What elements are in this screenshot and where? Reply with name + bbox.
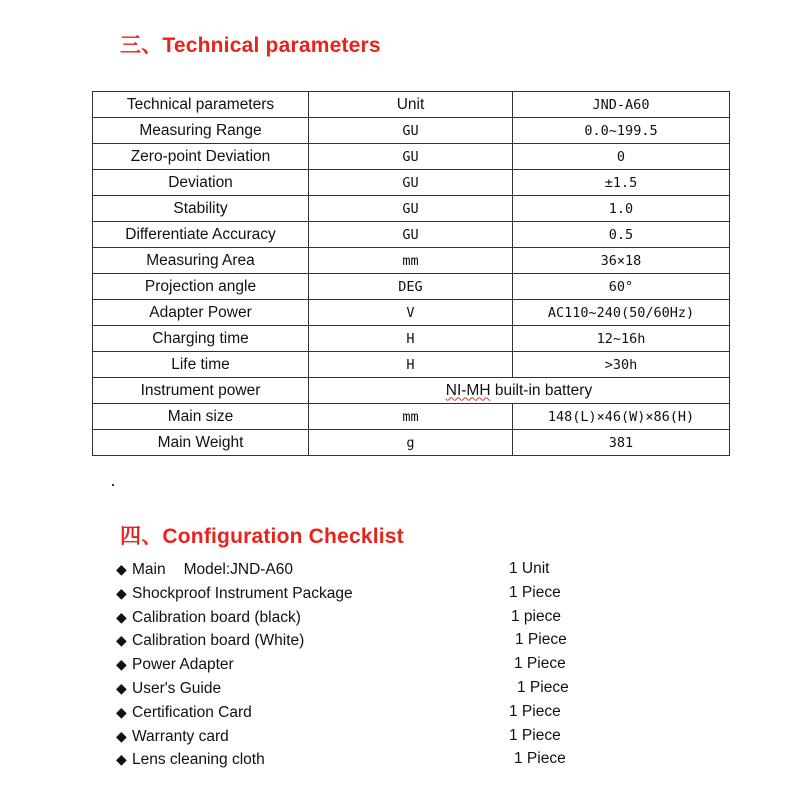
list-item: [116, 748, 566, 772]
param-name: Projection angle: [93, 274, 309, 300]
diamond-bullet-icon: ◆: [116, 703, 127, 720]
param-value: >30h: [513, 352, 730, 378]
item-name: Calibration board (black): [132, 608, 301, 626]
diamond-bullet-icon: ◆: [116, 727, 127, 744]
param-name: Differentiate Accuracy: [93, 222, 309, 248]
table-row: [93, 274, 730, 300]
table-row: [93, 196, 730, 222]
table-row: [93, 378, 730, 404]
param-value: 1.0: [513, 196, 730, 222]
item-quantity: 1 Unit: [509, 560, 550, 577]
list-item: [116, 701, 561, 725]
param-unit: GU: [309, 222, 513, 248]
list-item: [116, 606, 561, 630]
param-unit: V: [309, 300, 513, 326]
param-unit: mm: [309, 248, 513, 274]
param-value: 148(L)×46(W)×86(H): [513, 404, 730, 430]
item-name: User's Guide: [132, 679, 222, 697]
item-quantity: 1 Piece: [509, 702, 561, 720]
table-row: [93, 170, 730, 196]
item-name: Warranty card: [132, 727, 229, 745]
param-value-merged: [309, 378, 730, 404]
list-item: [116, 582, 561, 606]
param-value: 0: [513, 144, 730, 170]
table-row: [93, 430, 730, 456]
item-name: Certification Card: [132, 703, 252, 721]
diamond-bullet-icon: ◆: [116, 561, 127, 577]
param-unit: g: [309, 430, 513, 456]
list-item: [116, 558, 550, 582]
table-row: [93, 352, 730, 378]
param-unit: H: [309, 352, 513, 378]
table-header-row: [93, 92, 730, 118]
param-value: 381: [513, 430, 730, 456]
param-name: Measuring Area: [93, 248, 309, 274]
item-quantity: 1 Piece: [517, 678, 569, 696]
item-quantity: 1 Piece: [514, 750, 566, 768]
list-item: [116, 653, 566, 677]
item-quantity: 1 Piece: [514, 655, 566, 673]
diamond-bullet-icon: ◆: [116, 584, 127, 601]
merged-value-suffix: built-in battery: [490, 381, 593, 399]
table-row: [93, 326, 730, 352]
param-unit: GU: [309, 170, 513, 196]
param-name: Adapter Power: [93, 300, 309, 326]
param-unit: H: [309, 326, 513, 352]
header-cell-unit: Unit: [309, 92, 513, 118]
stray-dot: [112, 484, 114, 486]
param-name: Deviation: [93, 170, 309, 196]
param-name: Measuring Range: [93, 118, 309, 144]
item-quantity: 1 Piece: [509, 726, 561, 744]
item-name: Power Adapter: [132, 656, 234, 674]
item-name: Main: [132, 561, 166, 578]
list-item: [116, 677, 569, 701]
table-row: [93, 222, 730, 248]
diamond-bullet-icon: ◆: [116, 656, 127, 673]
list-item: [116, 629, 567, 653]
item-quantity: 1 Piece: [509, 583, 561, 601]
section-title-technical-parameters: 三、Technical parameters: [120, 34, 381, 57]
param-name: Stability: [93, 196, 309, 222]
param-unit: GU: [309, 118, 513, 144]
item-quantity: 1 Piece: [515, 631, 567, 649]
header-cell-model: JND-A60: [513, 92, 730, 118]
param-name: Main Weight: [93, 430, 309, 456]
param-name: Charging time: [93, 326, 309, 352]
diamond-bullet-icon: ◆: [116, 679, 127, 696]
param-value: 60°: [513, 274, 730, 300]
configuration-checklist: [116, 558, 569, 772]
param-unit: mm: [309, 404, 513, 430]
item-name: Shockproof Instrument Package: [132, 584, 353, 602]
table-row: [93, 300, 730, 326]
table-row: [93, 118, 730, 144]
technical-parameters-table: [92, 91, 730, 456]
param-value: 0.0~199.5: [513, 118, 730, 144]
diamond-bullet-icon: ◆: [116, 632, 127, 649]
item-name: Calibration board (White): [132, 632, 305, 650]
param-name: Zero-point Deviation: [93, 144, 309, 170]
header-cell-param: Technical parameters: [93, 92, 309, 118]
diamond-bullet-icon: ◆: [116, 608, 127, 625]
param-value: AC110~240(50/60Hz): [513, 300, 730, 326]
item-quantity: 1 piece: [511, 607, 561, 625]
param-unit: DEG: [309, 274, 513, 300]
param-value: ±1.5: [513, 170, 730, 196]
section-title-configuration-checklist: 四、Configuration Checklist: [120, 525, 404, 548]
param-value: 12~16h: [513, 326, 730, 352]
param-value: 0.5: [513, 222, 730, 248]
list-item: [116, 725, 561, 749]
item-model: Model:JND-A60: [183, 561, 294, 578]
spellcheck-underlined-text: NI-MH: [445, 381, 491, 399]
param-name: Life time: [93, 352, 309, 378]
table-row: [93, 144, 730, 170]
param-name: Main size: [93, 404, 309, 430]
param-name: Instrument power: [93, 378, 309, 404]
param-unit: GU: [309, 196, 513, 222]
table-row: [93, 404, 730, 430]
diamond-bullet-icon: ◆: [116, 751, 127, 768]
param-unit: GU: [309, 144, 513, 170]
item-name: Lens cleaning cloth: [132, 751, 265, 769]
table-row: [93, 248, 730, 274]
param-value: 36×18: [513, 248, 730, 274]
